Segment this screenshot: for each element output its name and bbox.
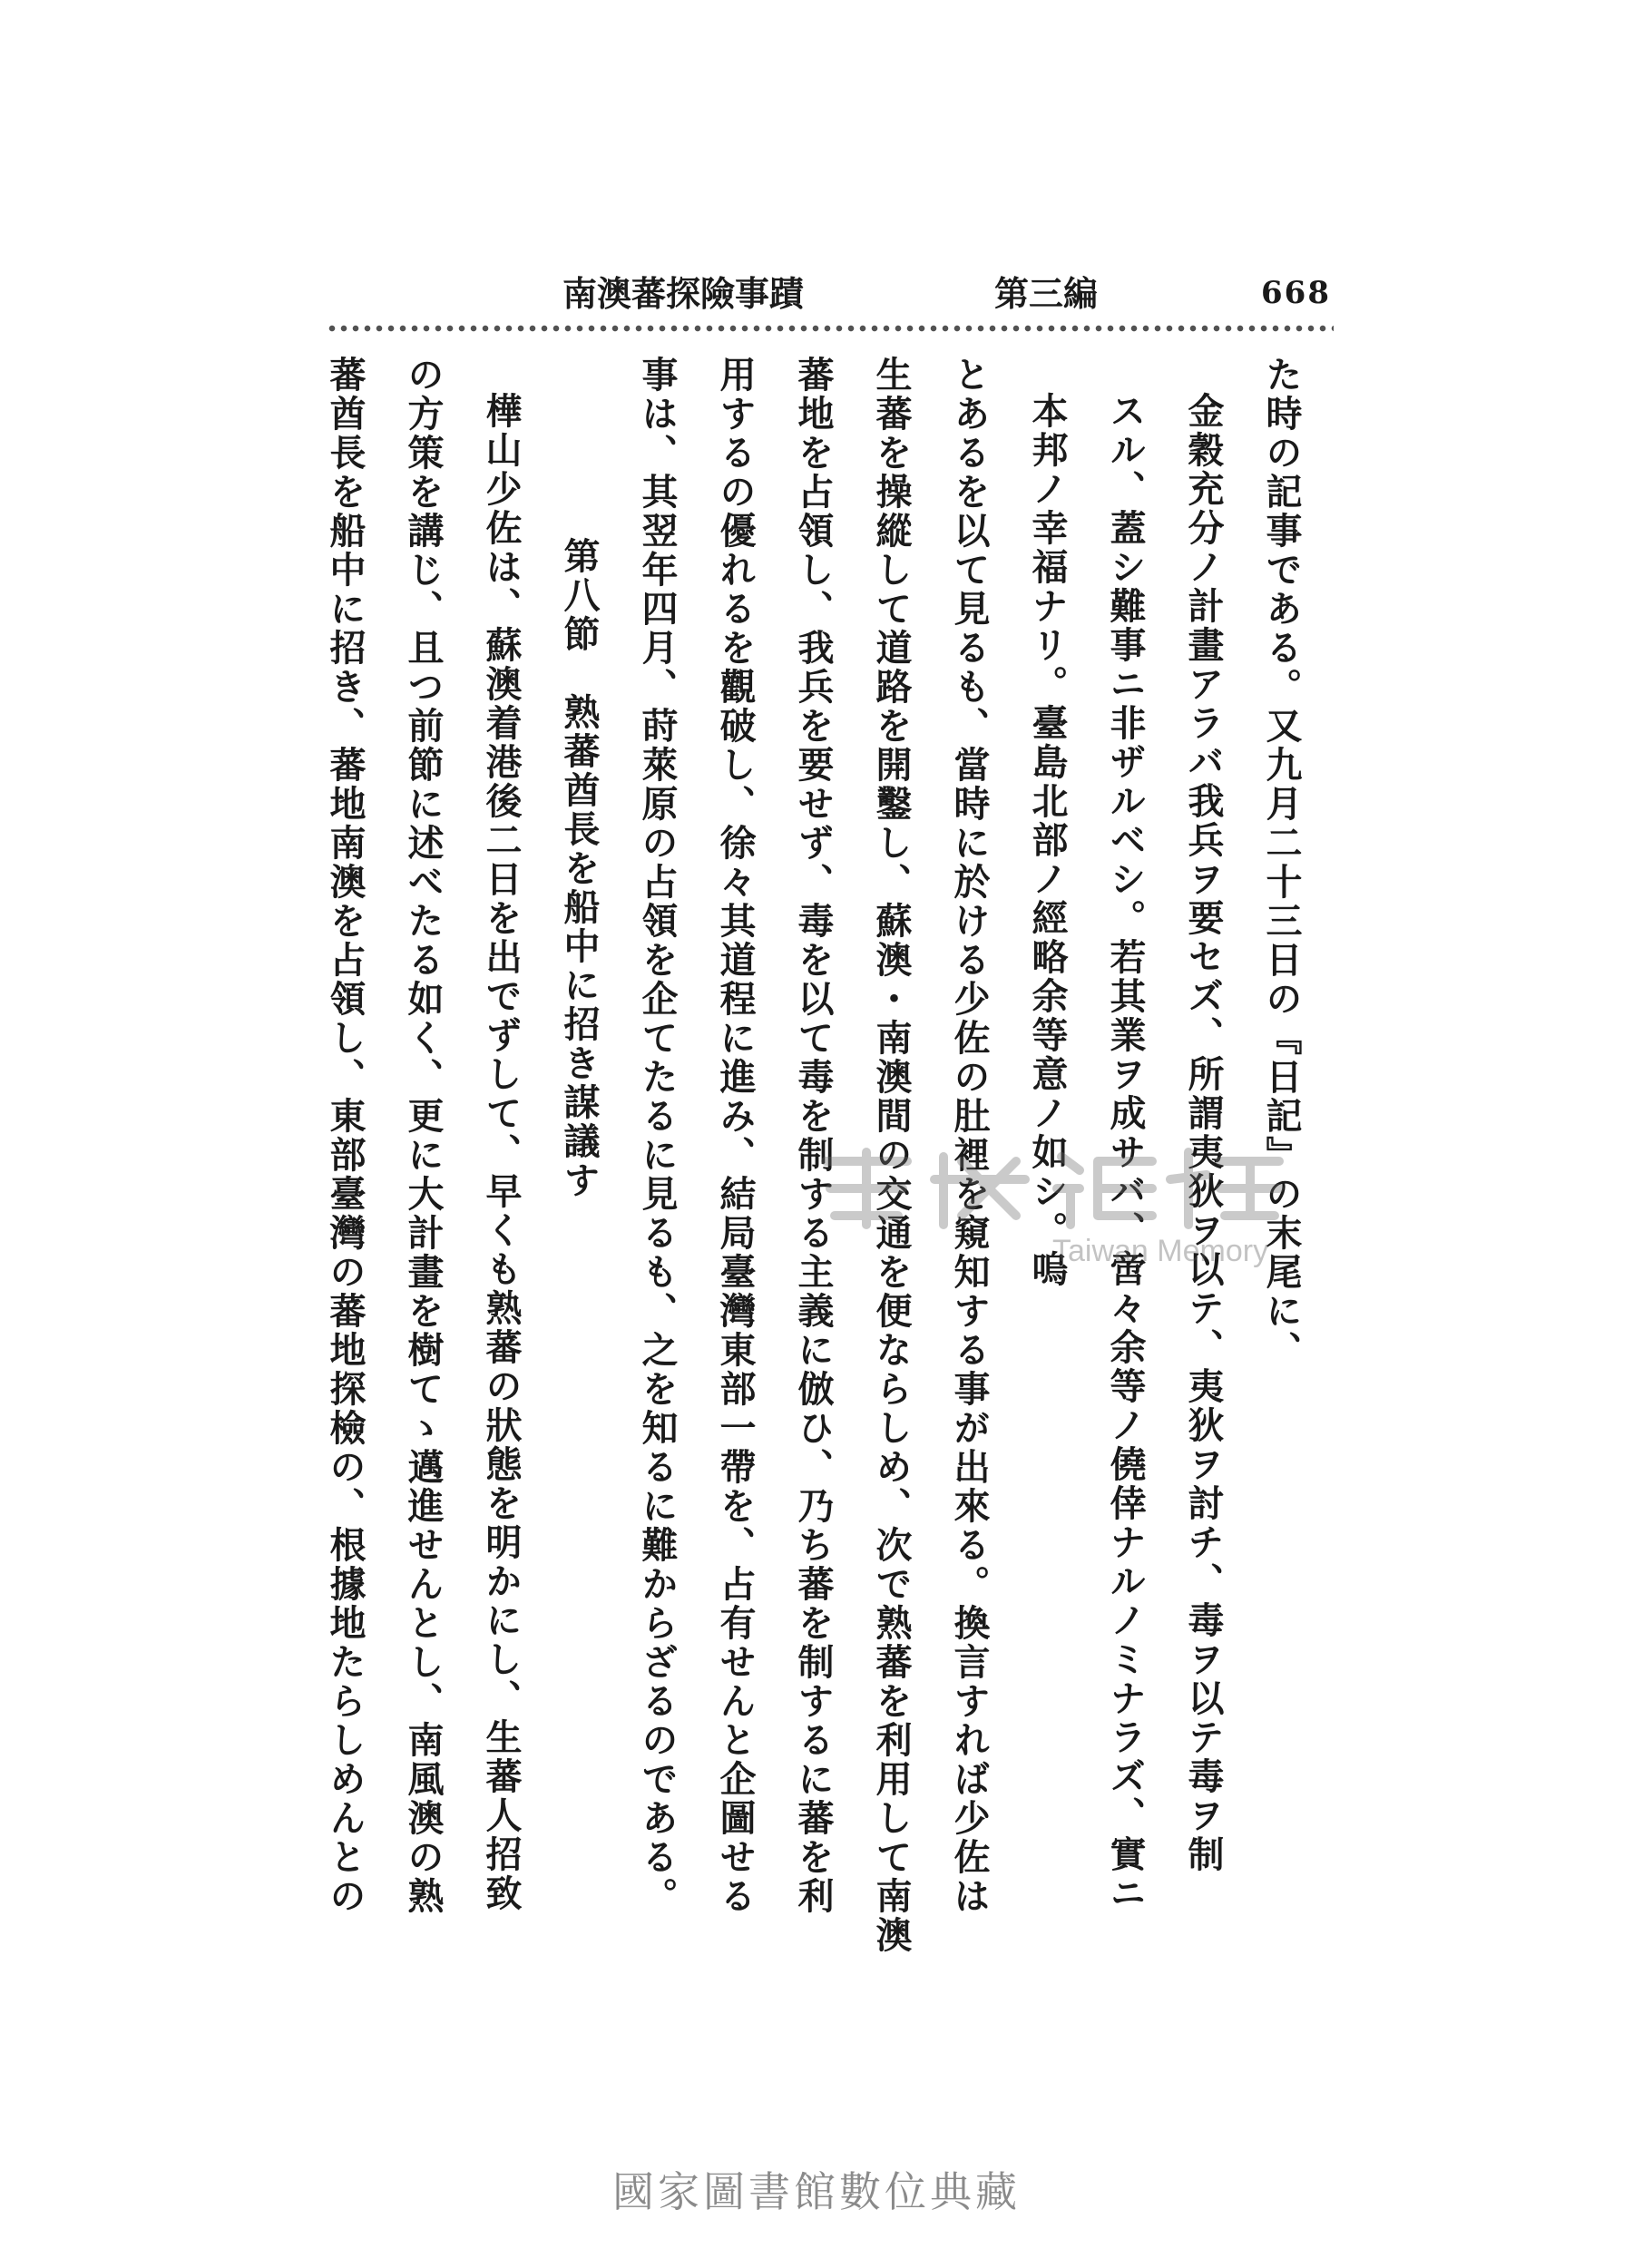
header-part: 第三編 <box>993 273 1098 314</box>
text-column: 蕃地を占領し、我兵を要せず、毒を以て毒を制する主義に倣ひ、乃ち蕃を制するに蕃を利 <box>792 356 835 1916</box>
running-header <box>562 272 1098 316</box>
text-column: 用するの優れるを觀破し、徐々其道程に進み、結局臺灣東部一帶を、占有せんと企圖せる <box>714 356 757 1916</box>
quote-column: 本邦ノ幸福ナリ。臺島北部ノ經略余等意ノ如シ。嗚 <box>1026 392 1069 1289</box>
quote-column: 金穀充分ノ計畫アラバ我兵ヲ要セズ、所謂夷狄ヲ以テ、夷狄ヲ討チ、毒ヲ以テ毒ヲ制 <box>1182 392 1225 1874</box>
text-column: 生蕃を操縱して道路を開鑿し、蘇澳・南澳間の交通を便ならしめ、次で熟蕃を利用して南澳 <box>870 356 913 1955</box>
section-heading: 第八節 熟蕃酋長を船中に招き謀議す <box>558 537 601 1200</box>
watermark-text: Taiwan Memory <box>1052 1234 1269 1268</box>
text-column: とあるを以て見るも、當時に於ける少佐の肚裡を窺知する事が出來る。換言すれば少佐は <box>948 356 991 1916</box>
quote-column: スル、蓋シ難事ニ非ザルベシ。若其業ヲ成サバ、啻々余等ノ僥倖ナルノミナラズ、實ニ <box>1104 392 1147 1913</box>
text-column: の方策を講じ、且つ前節に述べたる如く、更に大計畫を樹てゝ邁進せんとし、南風澳の熟 <box>402 356 445 1916</box>
header-ornamental-rule <box>327 322 1334 335</box>
text-column: 蕃酋長を船中に招き、蕃地南澳を占領し、東部臺灣の蕃地探檢の、根據地たらしめんとの <box>324 356 367 1916</box>
page-number: 668 <box>1261 275 1331 311</box>
text-column: た時の記事である。又九月二十三日の『日記』の末尾に、 <box>1260 356 1303 1370</box>
text-column: 事は、其翌年四月、莳萊原の占領を企てたるに見るも、之を知るに難からざるのである。 <box>636 356 679 1916</box>
header-title: 南澳蕃探險事蹟 <box>562 273 805 314</box>
text-column: 樺山少佐は、蘇澳着港後二日を出でずして、早くも熟蕃の狀態を明かにし、生蕃人招致 <box>480 392 523 1913</box>
body-text <box>324 356 1320 2007</box>
footer-credit: 國家圖書館數位典藏 <box>612 2167 1021 2216</box>
